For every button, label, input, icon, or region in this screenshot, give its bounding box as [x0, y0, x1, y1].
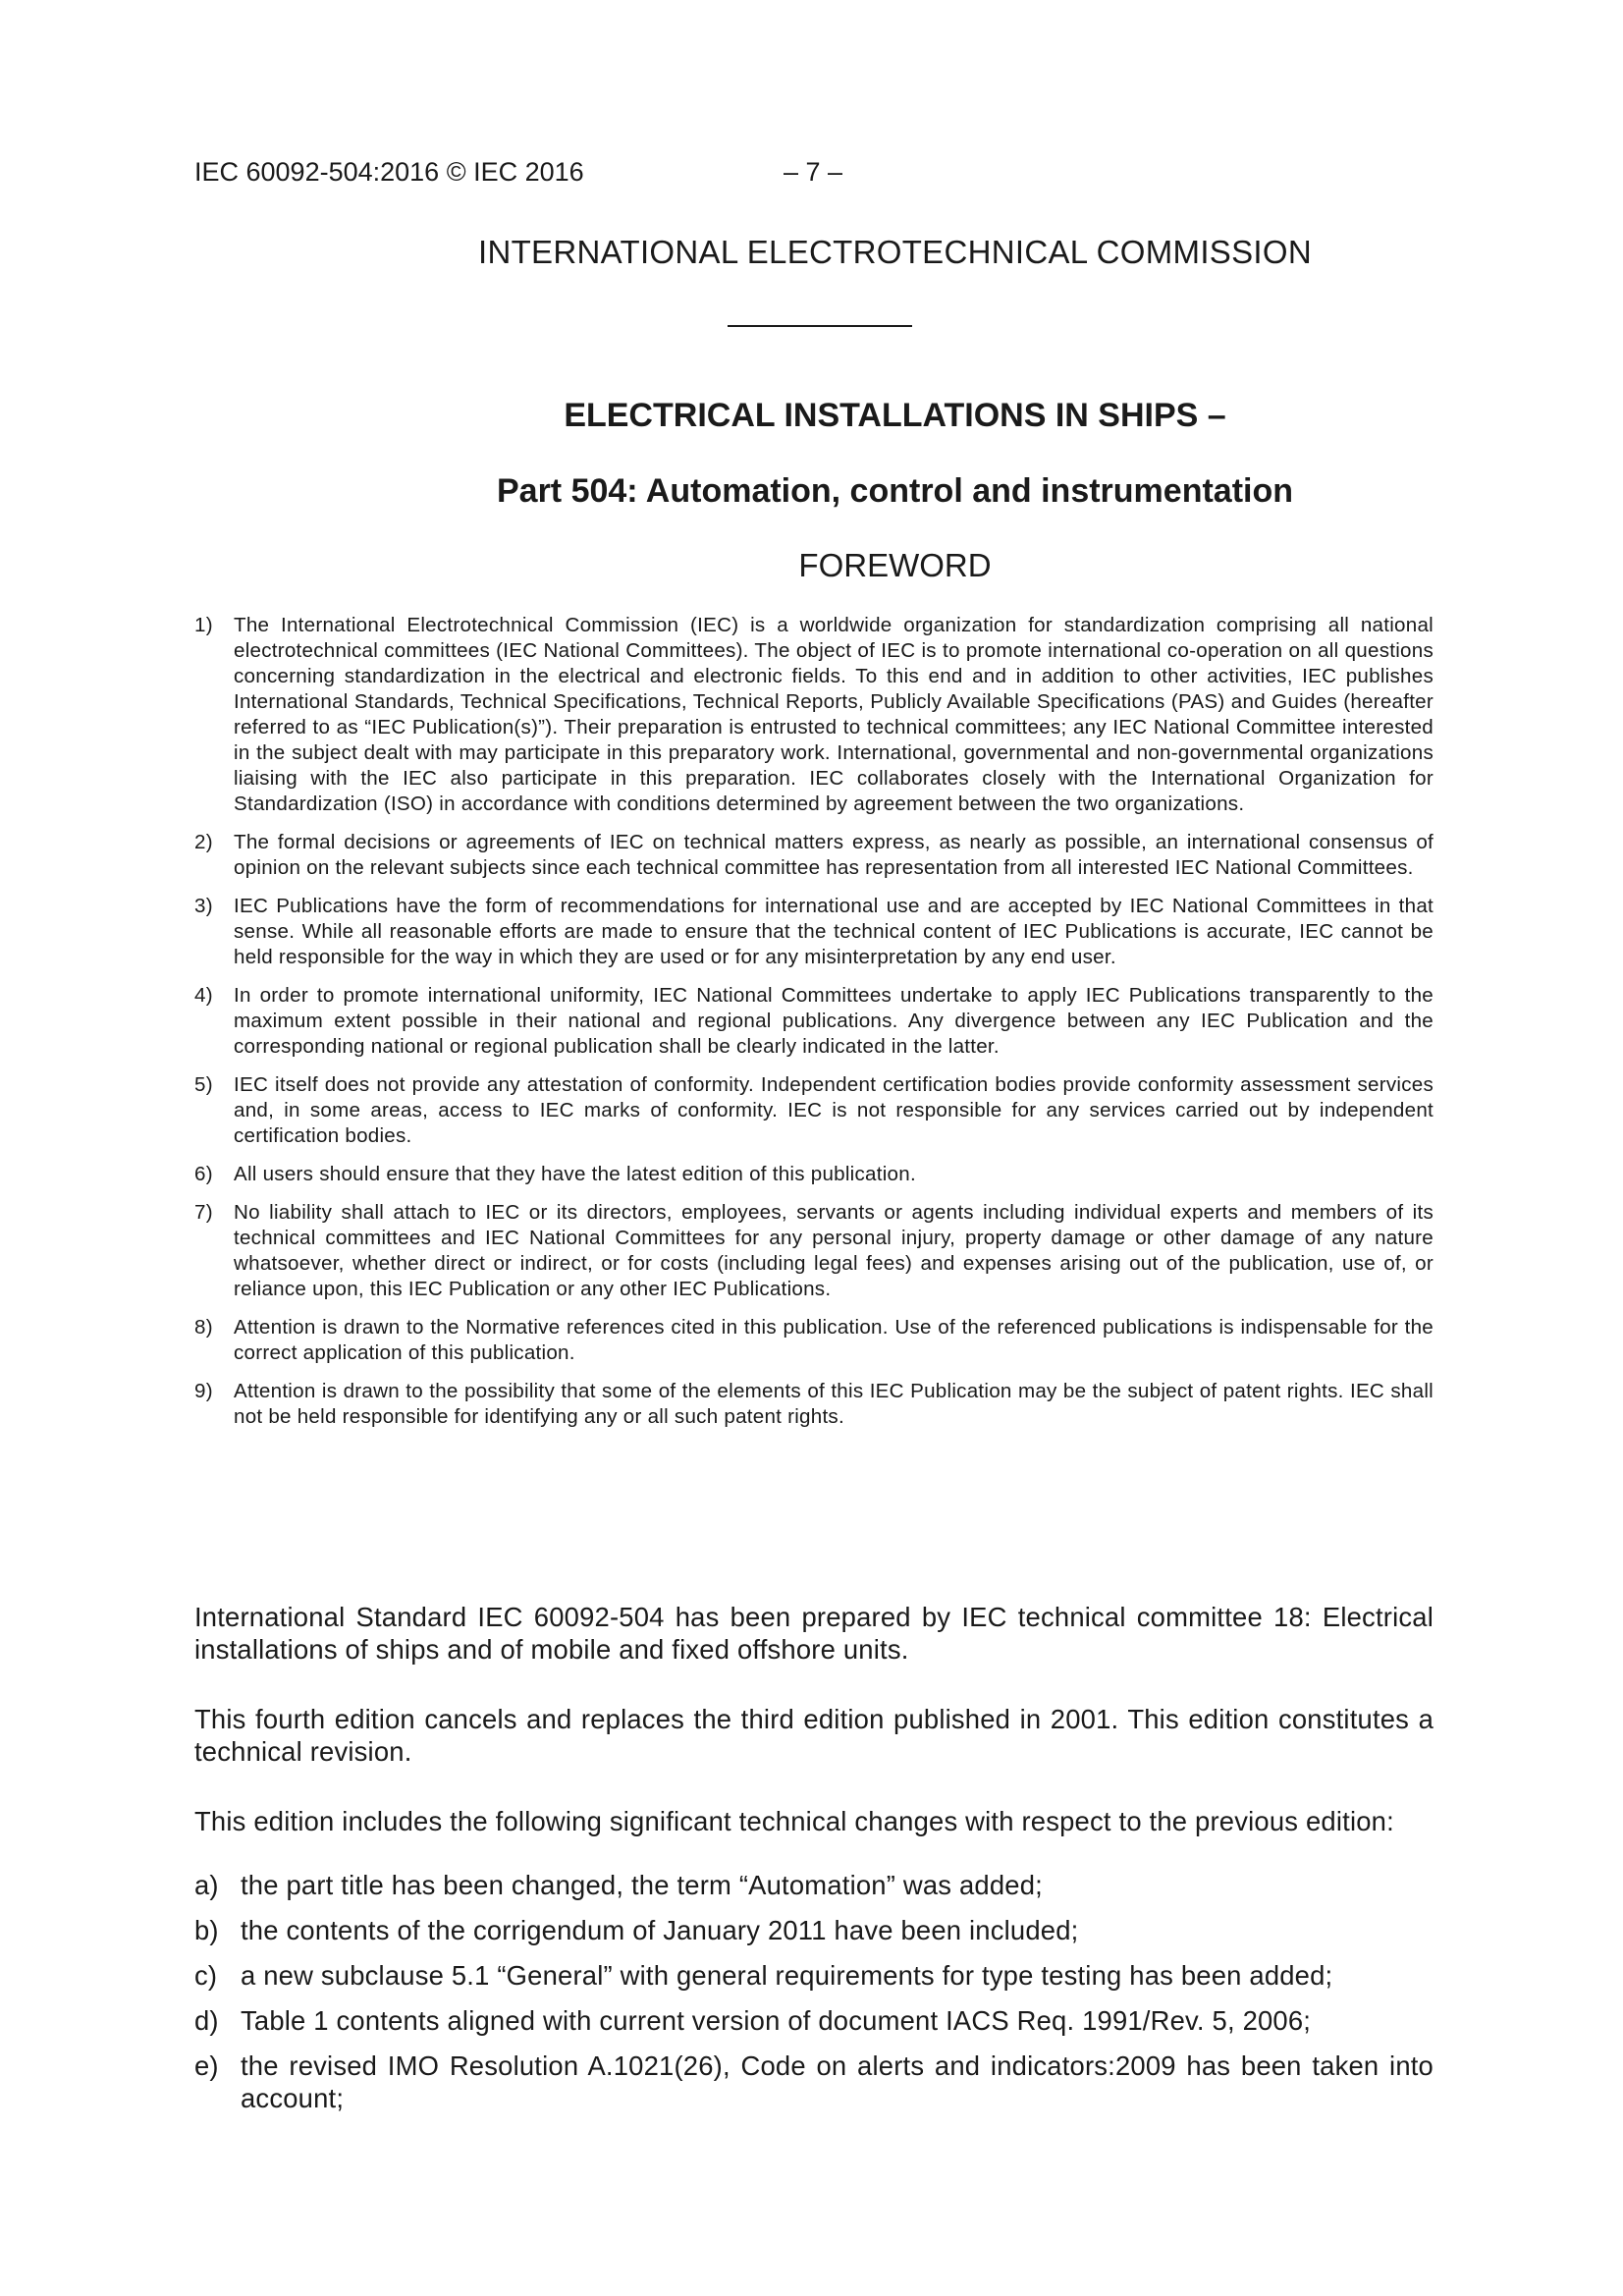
change-item-letter: e) [194, 2050, 219, 2081]
foreword-item-text: IEC Publications have the form of recommendations for international use and are accepted by IEC National Committees in that sense. While all reasonable efforts are made to ensure that the technical content of IEC Publications is accurate, IEC cannot be held responsible for the way in which they are used or for any misinterpretation by any end user. [234, 895, 1434, 968]
foreword-item-number: 2) [194, 831, 213, 853]
paragraph-changes-intro: This edition includes the following significant technical changes with respect to the previous edition: [194, 1806, 1394, 1836]
document-reference: IEC 60092-504:2016 © IEC 2016 [194, 157, 584, 187]
change-item-text: a new subclause 5.1 “General” with general requirements for type testing has been added; [241, 1960, 1333, 1991]
foreword-list [194, 613, 1434, 1443]
foreword-item [194, 894, 1434, 970]
paragraph-edition: This fourth edition cancels and replaces the third edition published in 2001. This edition constitutes a technical revision. [194, 1704, 1434, 1767]
title-divider [728, 325, 912, 327]
change-item-letter: c) [194, 1960, 218, 1991]
foreword-item-number: 6) [194, 1163, 213, 1185]
foreword-item-number: 5) [194, 1073, 213, 1096]
foreword-item [194, 1200, 1434, 1302]
change-item-text: Table 1 contents aligned with current version of document IACS Req. 1991/Rev. 5, 2006; [241, 2005, 1312, 2036]
foreword-item-number: 4) [194, 984, 213, 1007]
foreword-item [194, 1162, 1434, 1187]
change-item-text: the part title has been changed, the term “Automation” was added; [241, 1870, 1043, 1900]
foreword-item-number: 3) [194, 895, 213, 917]
organization-name: INTERNATIONAL ELECTROTECHNICAL COMMISSION [478, 234, 1312, 270]
change-item-letter: a) [194, 1870, 219, 1900]
foreword-item-number: 8) [194, 1316, 213, 1339]
foreword-item [194, 1315, 1434, 1366]
foreword-item-text: Attention is drawn to the possibility that some of the elements of this IEC Publication may be the subject of patent rights. IEC shall not be held responsible for identifying any or all such patent rights. [234, 1380, 1434, 1428]
change-item [194, 1914, 1434, 1946]
foreword-item [194, 1379, 1434, 1430]
foreword-item-number: 9) [194, 1380, 213, 1402]
page-header [194, 155, 843, 189]
change-item [194, 2050, 1434, 2114]
foreword-item-text: Attention is drawn to the Normative references cited in this publication. Use of the referenced publications is indispensable for the correct application of this publication. [234, 1316, 1434, 1364]
foreword-item-text: The formal decisions or agreements of IEC on technical matters express, as nearly as possible, an international consensus of opinion on the relevant subjects since each technical committee has representation from all interested IEC National Committees. [234, 831, 1434, 879]
changes-list [194, 1869, 1434, 2114]
page-number: – 7 – [784, 157, 843, 187]
foreword-item-text: The International Electrotechnical Commission (IEC) is a worldwide organization for standardization comprising all national electrotechnical committees (IEC National Committees). The object of IEC is to promote international co-operation on all questions concerning standardization in the electrical and electronic fields. To this end and in addition to other activities, IEC publishes International Standards, Technical Specifications, Technical Reports, Publicly Available Specifications (PAS) and Guides (hereafter referred to as “IEC Publication(s)”). Their preparation is entrusted to technical committees; any IEC National Committee interested in the subject dealt with may participate in this preparatory work. International, governmental and non-governmental organizations liaising with the IEC also participate in this preparation. IEC collaborates closely with the International Organization for Standardization (ISO) in accordance with conditions determined by agreement between the two organizations. [234, 614, 1434, 815]
change-item-letter: d) [194, 2005, 219, 2036]
foreword-item [194, 830, 1434, 881]
change-item [194, 1959, 1434, 1992]
section-heading: FOREWORD [798, 547, 992, 583]
foreword-item [194, 983, 1434, 1060]
change-item [194, 1869, 1434, 1901]
foreword-item-text: No liability shall attach to IEC or its directors, employees, servants or agents including individual experts and members of its technical committees and IEC National Committees for any personal injury, property damage or other damage of any nature whatsoever, whether direct or indirect, or for costs (including legal fees) and expenses arising out of the publication, use of, or reliance upon, this IEC Publication or any other IEC Publications. [234, 1201, 1434, 1300]
foreword-item-number: 7) [194, 1201, 213, 1224]
change-item-letter: b) [194, 1915, 219, 1945]
change-item [194, 2004, 1434, 2037]
document-subtitle: Part 504: Automation, control and instrumentation [496, 472, 1294, 510]
document-title: ELECTRICAL INSTALLATIONS IN SHIPS – [564, 397, 1226, 434]
change-item-text: the revised IMO Resolution A.1021(26), Code on alerts and indicators:2009 has been taken into account; [241, 2050, 1434, 2113]
foreword-item-text: IEC itself does not provide any attestation of conformity. Independent certification bodies provide conformity assessment services and, in some areas, access to IEC marks of conformity. IEC is not responsible for any services carried out by independent certification bodies. [234, 1073, 1434, 1147]
body-text [194, 1601, 1434, 2127]
change-item-text: the contents of the corrigendum of January 2011 have been included; [241, 1915, 1079, 1945]
foreword-item [194, 613, 1434, 817]
foreword-item-number: 1) [194, 614, 213, 636]
foreword-item-text: All users should ensure that they have the latest edition of this publication. [234, 1163, 916, 1185]
foreword-item-text: In order to promote international uniformity, IEC National Committees undertake to apply IEC Publications transparently to the maximum extent possible in their national and regional publications. Any divergence between any IEC Publication and the corresponding national or regional publication shall be clearly indicated in the latter. [234, 984, 1434, 1058]
foreword-item [194, 1072, 1434, 1149]
paragraph-preparation: International Standard IEC 60092-504 has been prepared by IEC technical committee 18: Electrical installations of ships and of mobile and fixed offshore units. [194, 1602, 1434, 1665]
